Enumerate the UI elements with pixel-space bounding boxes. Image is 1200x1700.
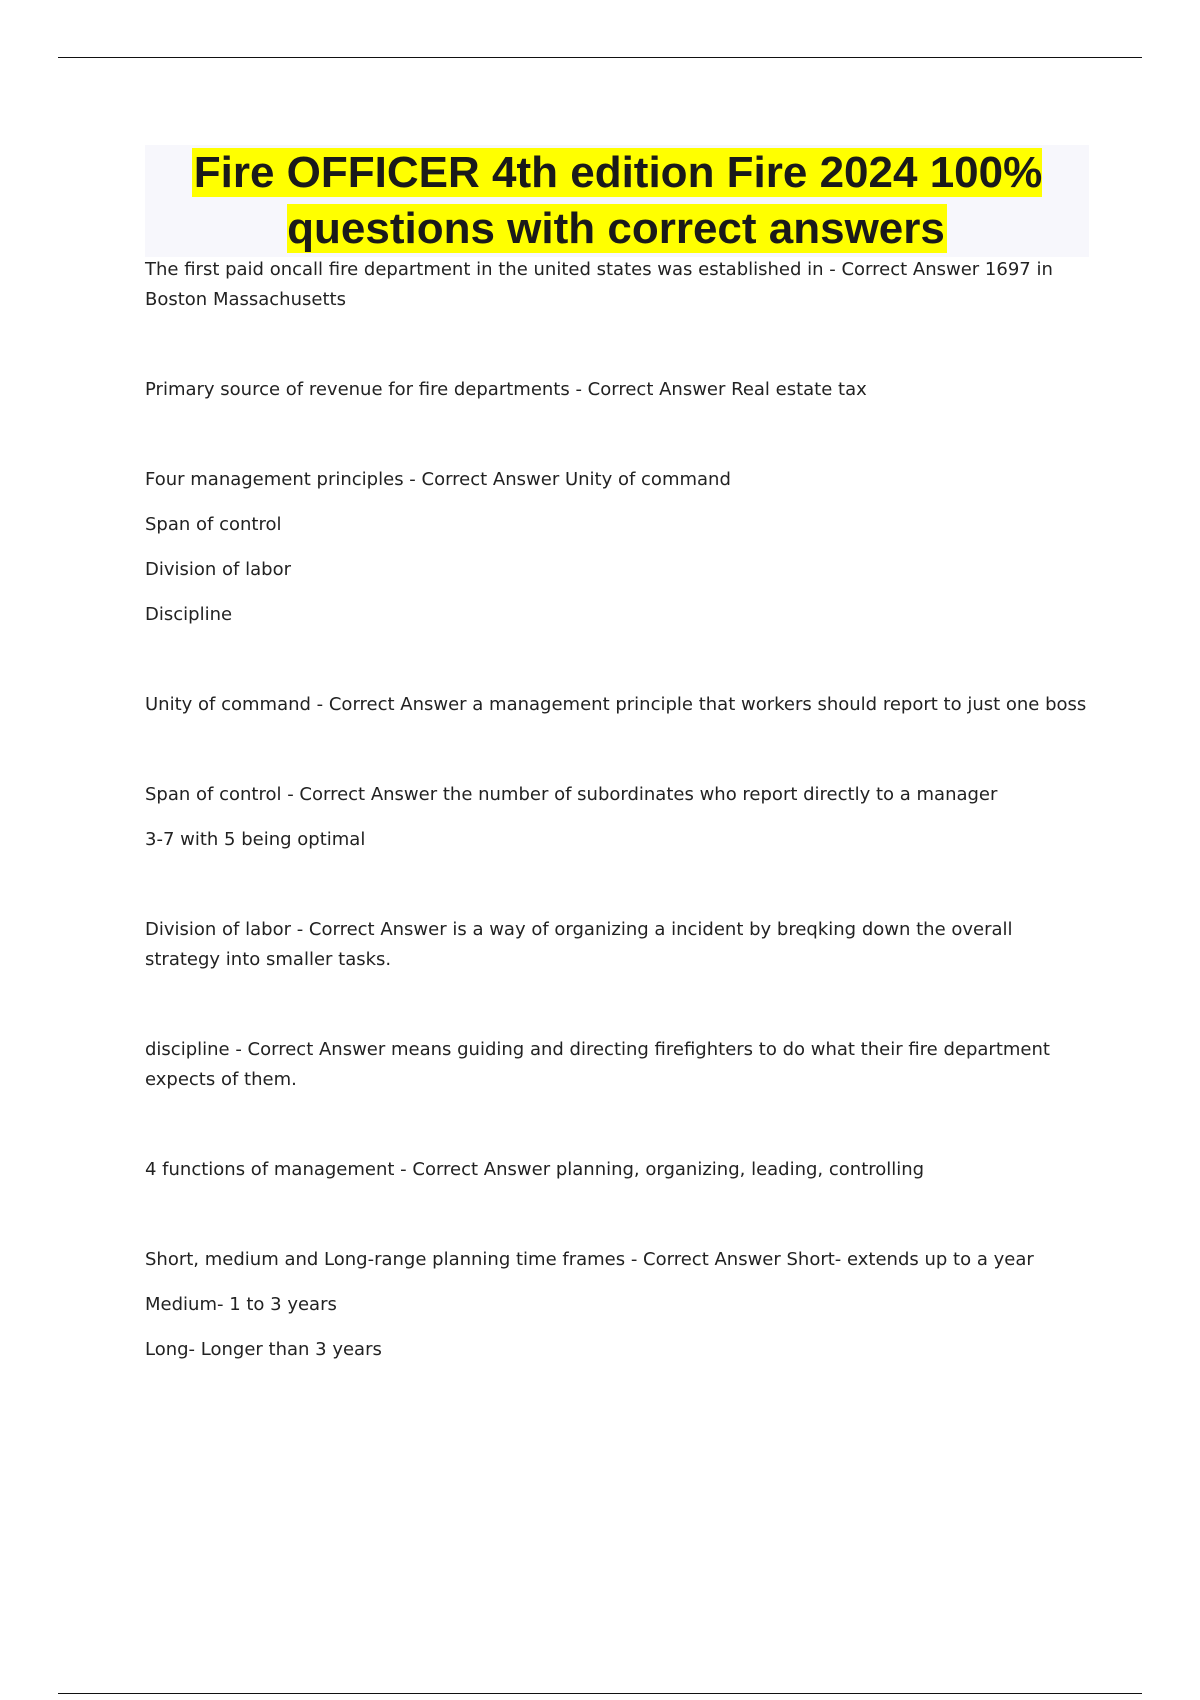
- qa-item: [145, 780, 1090, 855]
- qa-question-answer: 4 functions of management - Correct Answer planning, organizing, leading, controlling: [145, 1159, 925, 1180]
- qa-item: [145, 375, 1090, 405]
- qa-item: [145, 1245, 1090, 1365]
- qa-question-answer: discipline - Correct Answer means guiding and directing firefighters to do what their fire department expects of them.: [145, 1039, 1050, 1090]
- qa-question-answer: The first paid oncall fire department in the united states was established in - Correct Answer 1697 in Boston Massachusetts: [145, 259, 1053, 310]
- qa-answer-continuation: 3-7 with 5 being optimal: [145, 829, 366, 850]
- qa-question-answer: Division of labor - Correct Answer is a way of organizing a incident by breqking down the overall strategy into smaller tasks.: [145, 919, 1013, 970]
- qa-question-answer: Unity of command - Correct Answer a management principle that workers should report to just one boss: [145, 694, 1087, 715]
- qa-item: [145, 690, 1090, 720]
- qa-question-answer: Short, medium and Long-range planning time frames - Correct Answer Short- extends up to a year: [145, 1249, 1034, 1270]
- qa-item: [145, 915, 1090, 975]
- header-rule: [58, 57, 1142, 58]
- title-highlight: Fire OFFICER 4th edition Fire 2024 100% questions with correct answers: [193, 148, 1043, 253]
- qa-answer-continuation: Medium- 1 to 3 years: [145, 1294, 337, 1315]
- qa-question-answer: Four management principles - Correct Answer Unity of command: [145, 469, 731, 490]
- footer-rule: [58, 1693, 1142, 1694]
- qa-question-answer: Span of control - Correct Answer the number of subordinates who report directly to a manager: [145, 784, 998, 805]
- qa-answer-continuation: Span of control: [145, 514, 282, 535]
- qa-answer-continuation: Division of labor: [145, 559, 291, 580]
- qa-item: [145, 1155, 1090, 1185]
- qa-item: [145, 255, 1090, 315]
- document-title: [145, 145, 1089, 257]
- qa-question-answer: Primary source of revenue for fire departments - Correct Answer Real estate tax: [145, 379, 867, 400]
- qa-item: [145, 465, 1090, 630]
- qa-answer-continuation: Discipline: [145, 604, 233, 625]
- qa-answer-continuation: Long- Longer than 3 years: [145, 1339, 382, 1360]
- qa-list: [145, 255, 1090, 1425]
- document-title-block: [145, 145, 1089, 257]
- qa-item: [145, 1035, 1090, 1095]
